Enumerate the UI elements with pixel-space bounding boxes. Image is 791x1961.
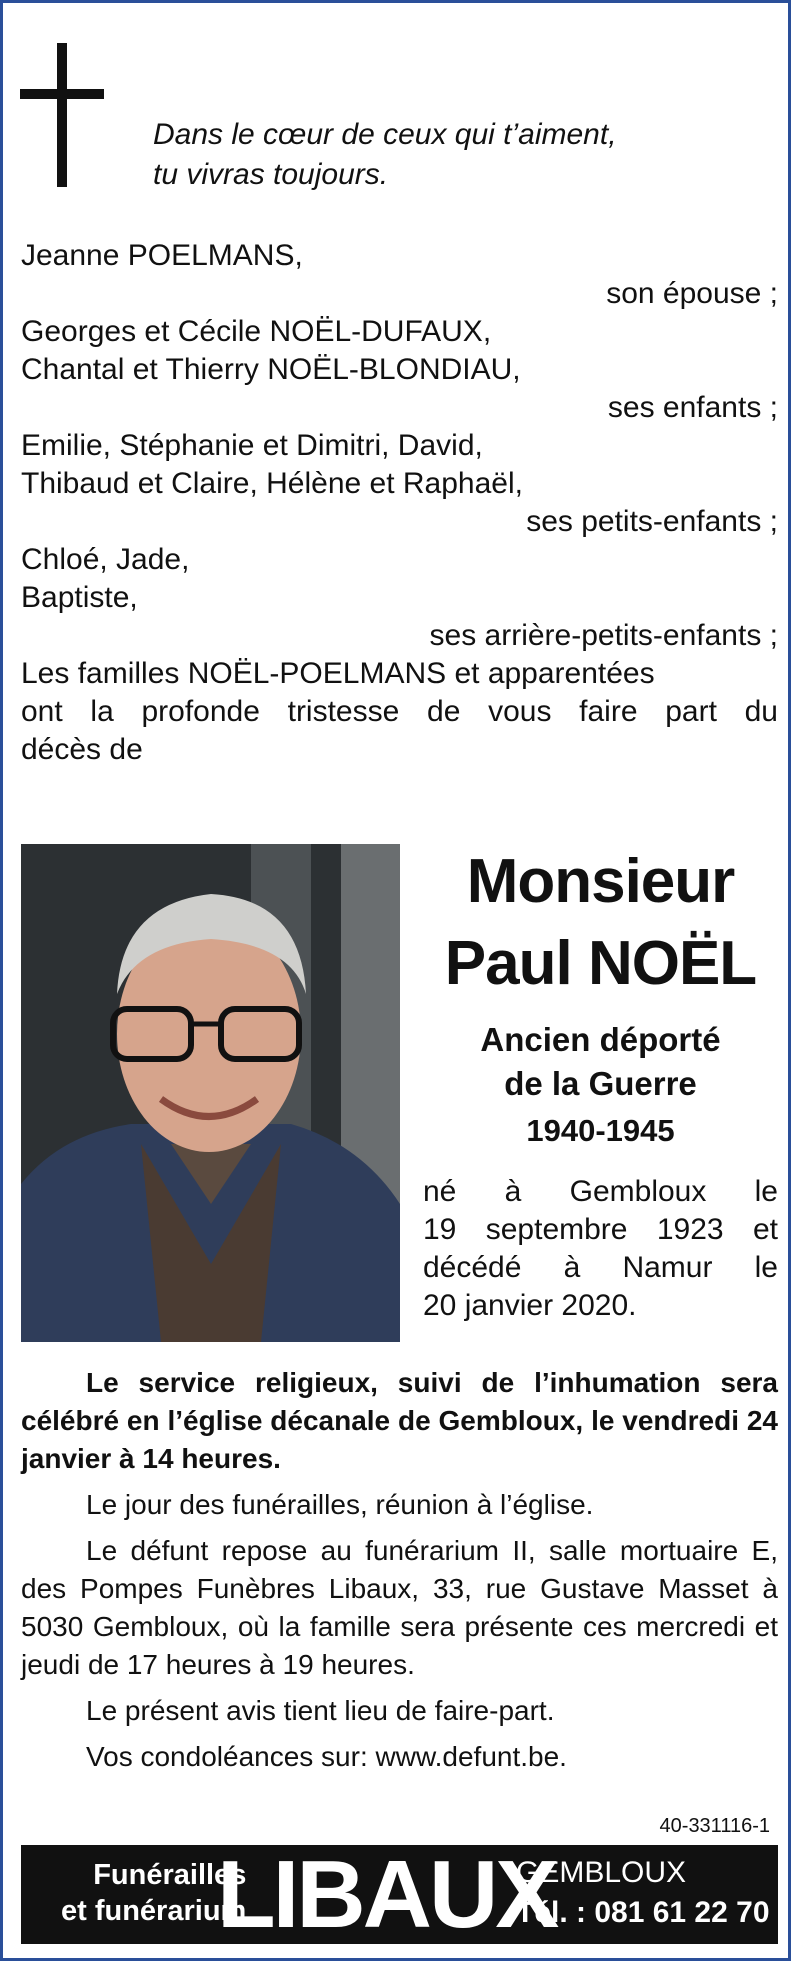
- deceased-years: 1940-1945: [526, 1113, 675, 1148]
- reference-number: 40-331116-1: [659, 1815, 770, 1837]
- service-announcement: Le service religieux, suivi de l’inhumation sera célébré en l’église décanale de Gembloux, le vendredi 24 janvier à 14 heures.: [21, 1367, 778, 1474]
- funeral-home-details: Le défunt repose au funérarium II, salle mortuaire E, des Pompes Funèbres Libaux, 33, rue Gustave Masset à 5030 Gembloux, où la famille sera présente ces mercredi et jeudi de 17 heures à 19 heures.: [21, 1535, 778, 1680]
- spouse-role: son épouse ;: [606, 277, 778, 310]
- announce-line: ont la profonde tristesse de vous faire part du: [21, 695, 778, 728]
- child-line: Georges et Cécile NOËL-DUFAUX,: [21, 315, 492, 348]
- service-info: [21, 1364, 778, 1784]
- banner-phone: Tél. : 081 61 22 70: [516, 1896, 770, 1929]
- greatgrandchild-line: Baptiste,: [21, 581, 138, 614]
- spouse-name: Jeanne POELMANS,: [21, 239, 303, 272]
- deceased-name: Paul NOËL: [444, 929, 757, 998]
- family-list: [21, 237, 778, 769]
- deceased-desc: Ancien déporté: [480, 1021, 721, 1058]
- life-dates: [423, 1173, 778, 1325]
- notice-statement: Le présent avis tient lieu de faire-part.: [86, 1695, 555, 1726]
- banner-city: GEMBLOUX: [516, 1856, 687, 1889]
- date-line: né à Gembloux le: [423, 1175, 778, 1208]
- grandchild-line: Emilie, Stéphanie et Dimitri, David,: [21, 429, 483, 462]
- children-role: ses enfants ;: [607, 391, 778, 424]
- families-line: Les familles NOËL-POELMANS et apparentées: [21, 657, 655, 690]
- condolences-link: Vos condoléances sur: www.defunt.be.: [86, 1741, 567, 1772]
- announce-line: décès de: [21, 733, 143, 766]
- date-line: décédé à Namur le: [423, 1251, 778, 1284]
- brand-logo: LIBAUX: [217, 1841, 557, 1948]
- date-line: 20 janvier 2020.: [423, 1289, 637, 1322]
- child-line: Chantal et Thierry NOËL-BLONDIAU,: [21, 353, 521, 386]
- greatgrandchildren-role: ses arrière-petits-enfants ;: [429, 619, 778, 652]
- portrait-illustration: [21, 844, 400, 1342]
- grandchild-line: Thibaud et Claire, Hélène et Raphaël,: [21, 467, 523, 500]
- deceased-title: Monsieur: [466, 847, 735, 916]
- funeral-meeting: Le jour des funérailles, réunion à l’église.: [86, 1489, 594, 1520]
- portrait-photo: [21, 844, 400, 1342]
- verse: Dans le cœur de ceux qui t’aiment, tu vivras toujours.: [153, 118, 617, 191]
- grandchildren-role: ses petits-enfants ;: [526, 505, 778, 538]
- deceased-desc: de la Guerre: [504, 1065, 697, 1102]
- cross-icon: [20, 43, 104, 187]
- funeral-home-banner: [21, 1841, 778, 1948]
- greatgrandchild-line: Chloé, Jade,: [21, 543, 190, 576]
- date-line: 19 septembre 1923 et: [423, 1213, 778, 1246]
- banner-services: Funérailles et funérarium: [61, 1859, 247, 1927]
